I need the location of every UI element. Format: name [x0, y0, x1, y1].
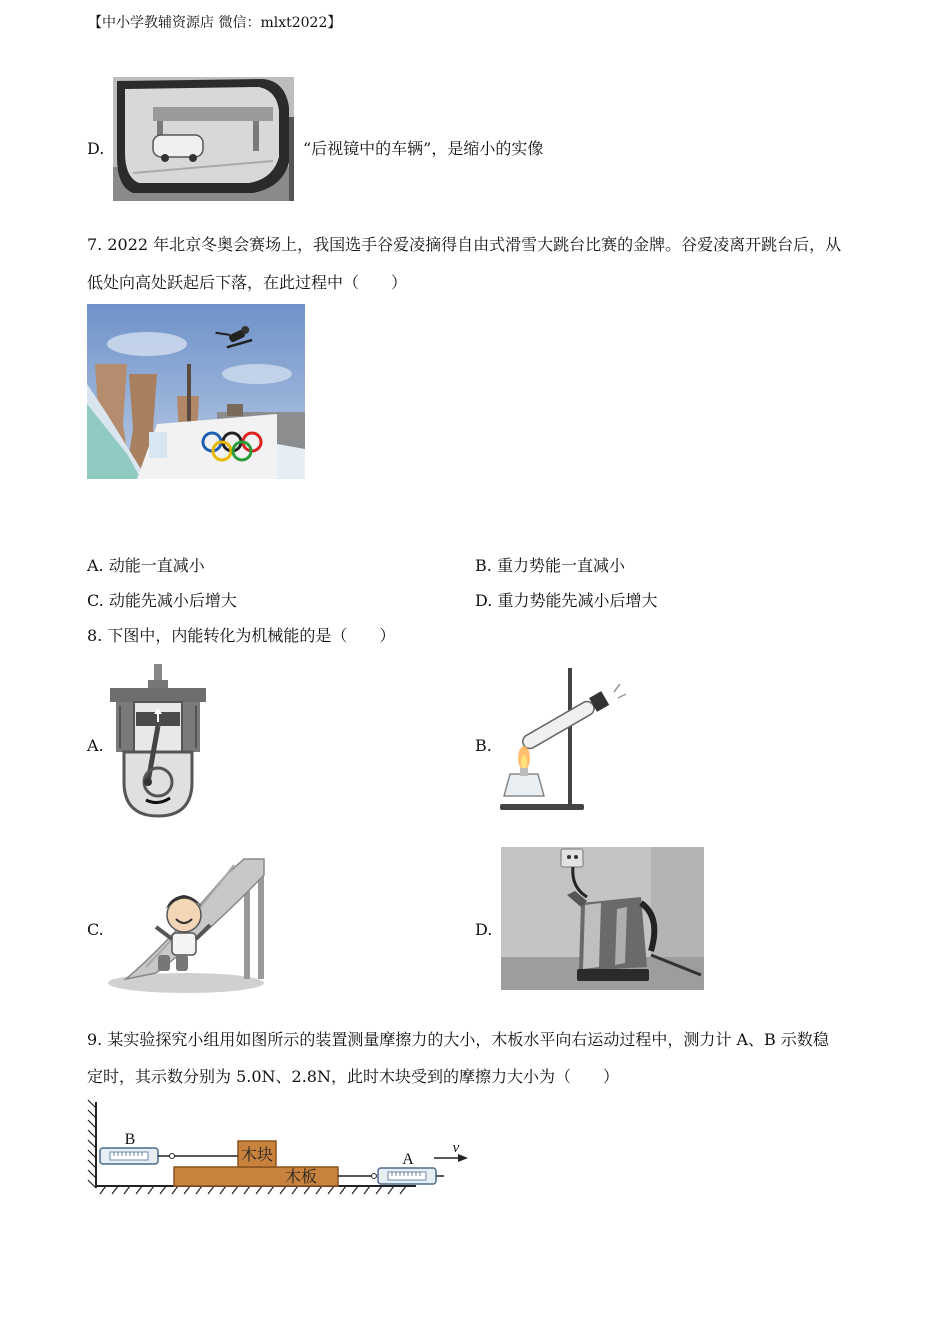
- engine-diagram: [108, 662, 208, 818]
- q8-stem: 8. 下图中，内能转化为机械能的是（ ）: [87, 626, 396, 645]
- q6-option-d-text: “后视镜中的车辆”，是缩小的实像: [303, 139, 544, 158]
- label-v: v: [452, 1140, 460, 1156]
- q7-option-b[interactable]: [475, 558, 625, 574]
- q7-option-a-text: 动能一直减小: [108, 556, 205, 575]
- label-b: B: [124, 1131, 136, 1148]
- q6-option-d-label: D.: [87, 139, 105, 158]
- q7-stem-line2: 低处向高处跃起后下落，在此过程中（ ）: [87, 273, 408, 292]
- child-slide-image: [106, 855, 266, 995]
- q9-stem-line1: 9. 某实验探究小组用如图所示的装置测量摩擦力的大小，木板水平向右运动过程中，测力计 A、B 示数稳: [87, 1030, 829, 1049]
- ski-jump-photo: [87, 304, 305, 479]
- q7-option-d[interactable]: [475, 593, 657, 609]
- q8-option-b-label[interactable]: B.: [475, 736, 492, 755]
- q9-stem-line2: 定时，其示数分别为 5.0N、2.8N，此时木块受到的摩擦力大小为（ ）: [87, 1067, 619, 1086]
- q7-option-a[interactable]: [87, 558, 205, 574]
- q8-option-a-label[interactable]: A.: [87, 736, 104, 755]
- q7-option-c[interactable]: [87, 593, 237, 609]
- label-a: A: [402, 1151, 414, 1168]
- friction-experiment-diagram: [86, 1098, 472, 1198]
- q7-option-c-text: 动能先减小后增大: [108, 591, 237, 610]
- block-label: 木块: [240, 1145, 274, 1164]
- q7-option-b-text: 重力势能一直减小: [496, 556, 625, 575]
- q7-option-c-label: C.: [87, 591, 104, 610]
- q7-option-b-label: B.: [475, 556, 492, 575]
- q8-option-d-label[interactable]: D.: [475, 920, 493, 939]
- q7-option-d-label: D.: [475, 591, 493, 610]
- test-tube-heating-diagram: [496, 664, 636, 814]
- q7-option-a-label: A.: [87, 556, 104, 575]
- board-label: 木板: [284, 1167, 318, 1186]
- rearview-mirror-image: [113, 77, 294, 201]
- q7-option-d-text: 重力势能先减小后增大: [497, 591, 658, 610]
- q7-stem-line1: 7. 2022 年北京冬奥会赛场上，我国选手谷爱凌摘得自由式滑雪大跳台比赛的金牌。谷爱凌离开跳台后，从: [87, 235, 842, 254]
- q8-option-c-label[interactable]: C.: [87, 920, 104, 939]
- header-watermark: 【中小学教辅资源店 微信：mlxt2022】: [88, 15, 342, 31]
- electric-kettle-photo: [501, 847, 704, 990]
